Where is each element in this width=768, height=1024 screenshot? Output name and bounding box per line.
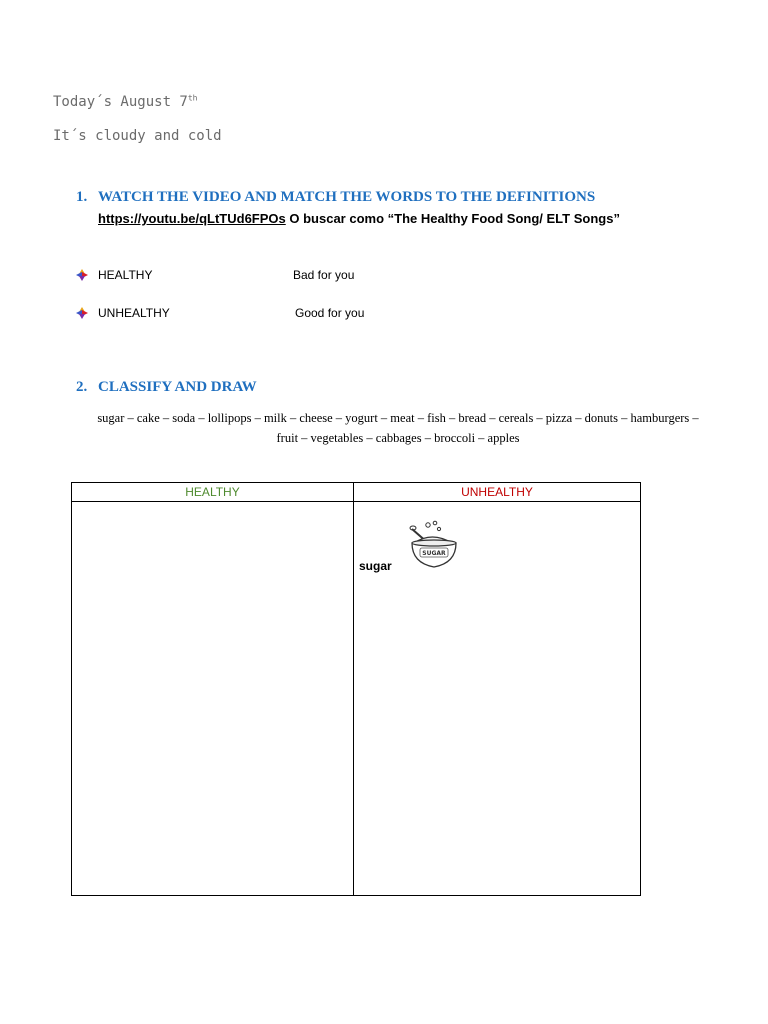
section2-number: 2. — [76, 379, 88, 395]
arrow-bullet-icon — [76, 268, 88, 282]
section1-title: WATCH THE VIDEO AND MATCH THE WORDS TO THE DEFINITIONS — [98, 189, 596, 205]
match-word-unhealthy: UNHEALTHY — [98, 306, 170, 320]
unhealthy-column-header: UNHEALTHY — [354, 483, 640, 502]
section2-title: CLASSIFY AND DRAW — [98, 379, 257, 395]
date-text: Today´s August 7 — [53, 94, 188, 110]
video-link[interactable]: https://youtu.be/qLtTUd6FPOs — [98, 211, 286, 226]
section1-number: 1. — [76, 189, 88, 205]
sugar-bowl-label: SUGAR — [422, 550, 446, 557]
section1-heading — [76, 189, 595, 206]
sugar-example-label: sugar — [359, 559, 392, 573]
arrow-bullet-icon — [76, 306, 88, 320]
healthy-column-cell[interactable] — [72, 502, 353, 895]
food-word-list-line-1: sugar – cake – soda – lollipops – milk – cheese – yogurt – meat – fish – bread – cereals – pizza – donuts – hamburgers – — [97, 411, 699, 425]
food-word-list-line-2: fruit – vegetables – cabbages – broccoli – apples — [276, 431, 520, 445]
healthy-column-header: HEALTHY — [72, 483, 353, 502]
date-line — [53, 94, 198, 110]
classify-table — [71, 482, 641, 896]
weather-line: It´s cloudy and cold — [53, 128, 222, 144]
unhealthy-column-cell[interactable] — [354, 502, 640, 895]
date-suffix: th — [187, 93, 198, 103]
match-word-healthy: HEALTHY — [98, 268, 153, 282]
video-link-line — [98, 211, 620, 226]
sugar-bowl-icon — [406, 519, 462, 575]
match-definition-2: Good for you — [295, 306, 365, 320]
video-link-suffix: O buscar como “The Healthy Food Song/ ELT Songs” — [285, 211, 620, 226]
match-definition-1: Bad for you — [293, 268, 355, 282]
food-word-list — [60, 408, 736, 448]
section2-heading — [76, 379, 257, 396]
